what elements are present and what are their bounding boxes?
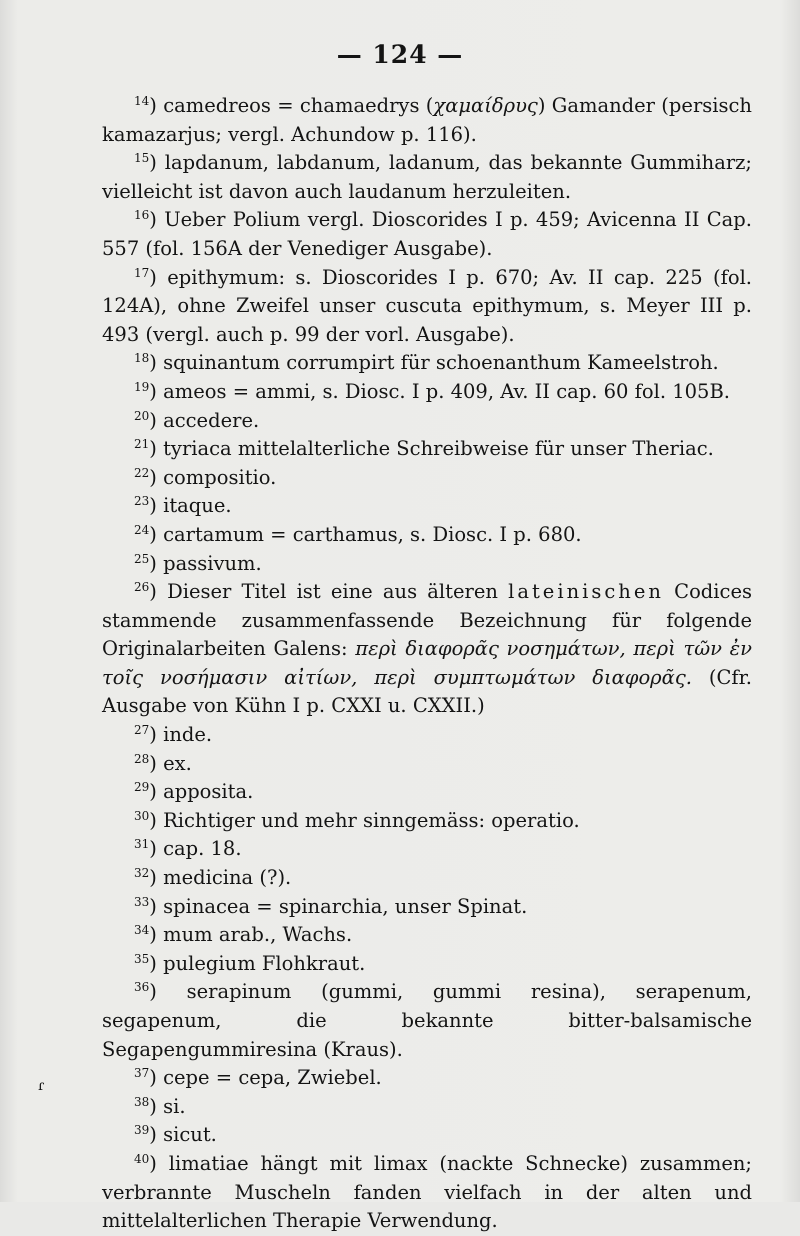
footnote-23: $^{23}$) itaque.: [134, 494, 232, 518]
greek-text: περὶ διαφορᾶς νοσημάτων, περὶ τῶν ἐν τοῖς νοσήμασιν αἰτίων, περὶ συμπτωμάτων διαφορᾶς.: [102, 637, 752, 689]
footnote-36: $^{36}$) serapinum (gummi, gummi resina), serapenum, segapenum, die bekannte bitter-balsamische Segapengummiresina (Kraus).: [102, 980, 752, 1061]
footnotes: [102, 92, 752, 1236]
footnote-34: $^{34}$) mum arab., Wachs.: [134, 923, 353, 947]
footnote-29: $^{29}$) apposita.: [134, 780, 254, 804]
footnote-19: $^{19}$) ameos = ammi, s. Diosc. I p. 409, Av. II cap. 60 fol. 105B.: [134, 379, 730, 403]
footnote-32: $^{32}$) medicina (?).: [134, 866, 292, 890]
footnote-15: $^{15}$) lapdanum, labdanum, ladanum, das bekannte Gummiharz; vielleicht ist davon auch laudanum herzuleiten.: [102, 151, 752, 203]
footnote-38: $^{38}$) si.: [134, 1094, 186, 1118]
footnote-16: $^{16}$) Ueber Polium vergl. Dioscorides I p. 459; Avicenna II Cap. 557 (fol. 156A der Venediger Ausgabe).: [102, 208, 752, 260]
footnote-22: $^{22}$) compositio.: [134, 465, 277, 489]
footnote-24: $^{24}$) cartamum = carthamus, s. Diosc. I p. 680.: [134, 522, 582, 546]
footnote-14: $^{14}$) camedreos = chamaedrys (χαμαίδρυς) Gamander (persisch kamazarjus; vergl. Achundow p. 116).: [102, 94, 752, 146]
footnote-40: $^{40}$) limatiae hängt mit limax (nackte Schnecke) zusammen; verbrannte Muscheln fanden vielfach in der alten und mittelalterlichen Therapie Verwendung.: [102, 1151, 752, 1233]
stray-ink-mark: ɾ: [38, 1078, 45, 1094]
footnote-35: $^{35}$) pulegium Flohkraut.: [134, 951, 366, 975]
footnote-17: $^{17}$) epithymum: s. Dioscorides I p. 670; Av. II cap. 225 (fol. 124A), ohne Zweifel unser cuscuta epithymum, s. Meyer III p. 493 (vergl. auch p. 99 der vorl. Ausgabe).: [102, 265, 752, 346]
footnote-39: $^{39}$) sicut.: [134, 1123, 217, 1147]
footnote-37: $^{37}$) cepe = cepa, Zwiebel.: [134, 1066, 382, 1090]
footnote-33: $^{33}$) spinacea = spinarchia, unser Spinat.: [134, 894, 528, 918]
footnote-18: $^{18}$) squinantum corrumpirt für schoenanthum Kameelstroh.: [134, 351, 719, 375]
footnote-25: $^{25}$) passivum.: [134, 551, 262, 575]
footnote-20: $^{20}$) accedere.: [134, 408, 260, 432]
footnote-31: $^{31}$) cap. 18.: [134, 837, 242, 861]
greek-text: χαμαίδρυς: [433, 94, 538, 117]
page-number: — 124 —: [336, 40, 464, 69]
footnote-27: $^{27}$) inde.: [134, 723, 213, 747]
footnote-26: $^{26}$) Dieser Titel ist eine aus älteren lateinischen Codices stammende zusammenfassende Bezeichnung für folgende Originalarbeiten Galens: περὶ διαφορᾶς νοσημάτων, περὶ τῶν ἐν τοῖς νοσήμασιν αἰτίων, περὶ συμπτωμάτων διαφορᾶς. (Cfr. Ausgabe von Kühn I p. CXXI u. CXXII.): [102, 580, 752, 718]
footnote-30: $^{30}$) Richtiger und mehr sinngemäss: operatio.: [134, 808, 580, 832]
footnote-28: $^{28}$) ex.: [134, 751, 192, 775]
footnote-21: $^{21}$) tyriaca mittelalterliche Schreibweise für unser Theriac.: [134, 437, 714, 461]
